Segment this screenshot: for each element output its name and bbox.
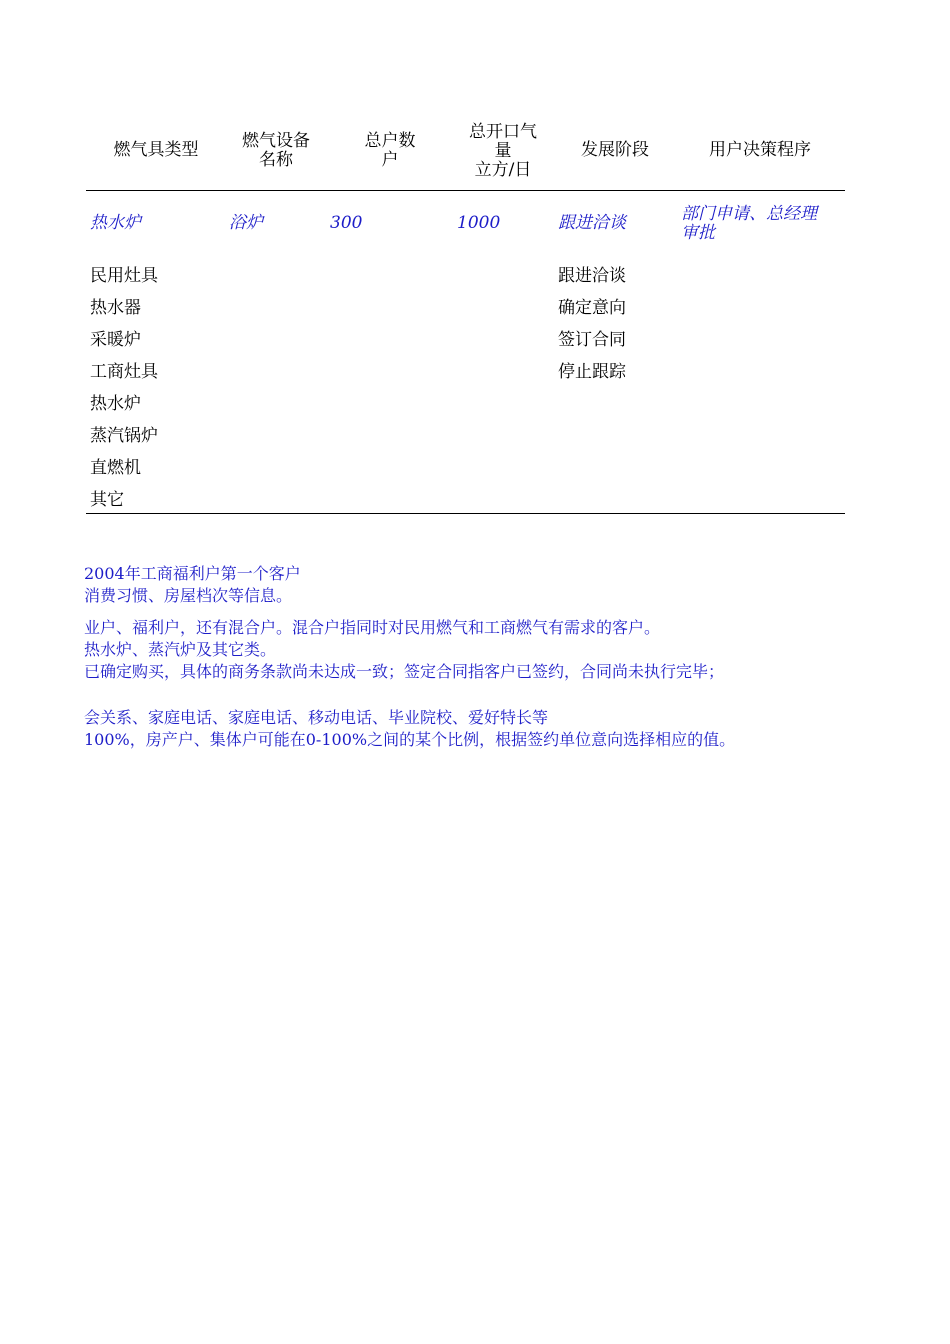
header-line: 燃气设备 [242, 131, 310, 151]
sample-decision-line: 部门申请、总经理 [681, 204, 817, 224]
header-decision-process [690, 141, 830, 160]
header-line: 量 [494, 141, 512, 161]
header-households [330, 132, 450, 170]
list-item: 停止跟踪 [558, 362, 626, 382]
header-appliance-type [96, 141, 216, 160]
sample-stage: 跟进洽谈 [558, 213, 626, 233]
header-rule [86, 190, 845, 191]
footer-rule [86, 513, 845, 514]
list-item: 蒸汽锅炉 [90, 426, 158, 446]
note-line: 100%，房产户、集体户可能在0-100%之间的某个比例，根据签约单位意向选择相应的值。 [84, 730, 736, 749]
header-gas-volume [443, 123, 563, 180]
sample-gas-volume: 1000 [457, 213, 501, 233]
header-stage [555, 141, 675, 160]
sample-device: 浴炉 [229, 213, 263, 233]
notes-group-3 [84, 707, 735, 751]
list-item: 签订合同 [558, 330, 626, 350]
list-item: 确定意向 [558, 298, 626, 318]
notes-group-2 [84, 617, 724, 683]
note-line: 2004年工商福利户第一个客户 [84, 564, 301, 583]
header-line: 燃气具类型 [113, 140, 199, 160]
header-line: 用户决策程序 [709, 140, 811, 160]
notes-group-1 [84, 563, 301, 607]
sample-households: 300 [330, 213, 363, 233]
appliance-type-list [90, 260, 158, 516]
list-item: 工商灶具 [90, 362, 158, 382]
list-item: 其它 [90, 490, 124, 510]
header-line: 总户数 [364, 131, 416, 151]
sample-decision-line: 审批 [681, 223, 715, 243]
sample-decision [681, 205, 817, 243]
header-line: 户 [381, 150, 399, 170]
note-line: 已确定购买，具体的商务条款尚未达成一致；签定合同指客户已签约，合同尚未执行完毕； [84, 662, 725, 681]
note-line: 业户、福利户，还有混合户。混合户指同时对民用燃气和工商燃气有需求的客户。 [84, 618, 661, 637]
note-line: 会关系、家庭电话、家庭电话、移动电话、毕业院校、爱好特长等 [84, 708, 549, 727]
list-item: 热水炉 [90, 394, 141, 414]
list-item: 民用灶具 [90, 266, 158, 286]
list-item: 直燃机 [90, 458, 141, 478]
stage-list [558, 260, 626, 388]
list-item: 采暖炉 [90, 330, 141, 350]
header-device-name [216, 132, 336, 170]
header-line: 立方/日 [474, 160, 532, 180]
header-line: 发展阶段 [581, 140, 649, 160]
header-line: 总开口气 [469, 122, 537, 142]
list-item: 跟进洽谈 [558, 266, 626, 286]
header-line: 名称 [259, 150, 293, 170]
note-line: 消费习惯、房屋档次等信息。 [84, 586, 293, 605]
list-item: 热水器 [90, 298, 141, 318]
sample-type: 热水炉 [90, 213, 141, 233]
note-line: 热水炉、蒸汽炉及其它类。 [84, 640, 277, 659]
